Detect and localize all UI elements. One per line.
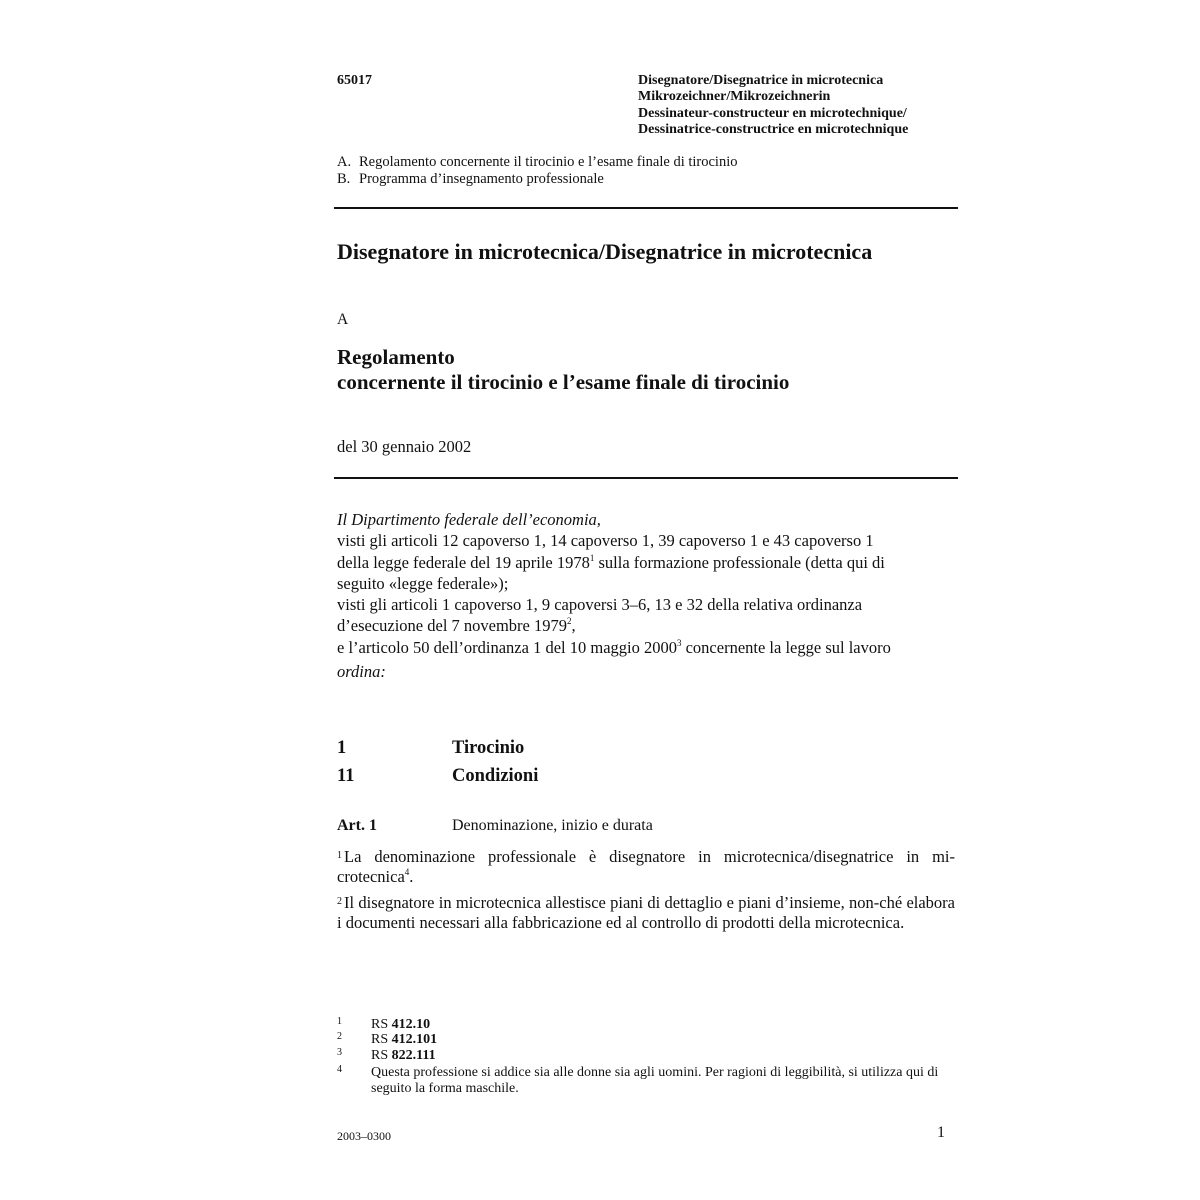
article-paragraph: $^1$ La denominazione professionale è disegnatore in microtecnica/disegnatrice in mi- crotecnica$^4$. xyxy=(337,847,955,886)
regulation-title: Regolamento concernente il tirocinio e l’esame finale di tirocinio xyxy=(337,345,790,394)
preamble-authority: Il Dipartimento federale dell’economia, xyxy=(337,510,601,529)
subsection-heading: 11 Condizioni xyxy=(337,766,539,786)
divider xyxy=(334,477,958,479)
toc-item: A. Regolamento concernente il tirocinio e l’esame finale di tirocinio xyxy=(337,154,738,170)
article-heading: Art. 1 Denominazione, inizio e durata xyxy=(337,817,653,834)
profession-titles xyxy=(638,73,908,138)
title-it: Disegnatore/Disegnatrice in microtecnica xyxy=(638,73,884,88)
table-of-contents xyxy=(337,154,737,188)
title-de: Mikrozeichner/Mikrozeichnerin xyxy=(638,89,831,105)
part-letter: A xyxy=(337,311,349,328)
article-paragraph: $^2$ Il disegnatore in microtecnica allestisce piani di dettaglio e piani d’insieme, non-ché elabora i documenti necessari alla fabbricazione ed al controllo di prodotti della microtecnica. xyxy=(337,893,955,932)
regulation-date: del 30 gennaio 2002 xyxy=(337,437,472,456)
toc-item: B. Programma d’insegnamento professionale xyxy=(337,171,604,187)
document-code: 65017 xyxy=(337,73,372,88)
footnote-ref: 1 xyxy=(589,552,595,563)
footer-code: 2003–0300 xyxy=(337,1129,391,1143)
preamble: Il Dipartimento federale dell’economia, visti gli articoli 12 capoverso 1, 14 capoverso 1, 39 capoverso 1 e 43 capoverso 1 della legge federale del 19 aprile 1978$^1$ sulla formazione professionale (detta qui di seguito «legge federale»); visti gli articoli 1 capoverso 1, 9 capoversi 3–6, 13 e 32 della relativa ordinanza d’esecuzione del 7 novembre 1979$^2$, e l’articolo 50 dell’ordinanza 1 del 10 maggio 2000$^3$ concernente la legge sul lavoro xyxy=(337,509,957,658)
title-fr-line1: Dessinateur-constructeur en microtechnique/ xyxy=(638,105,907,121)
page-title: Disegnatore in microtecnica/Disegnatrice in microtecnica xyxy=(337,239,873,264)
page-number: 1 xyxy=(937,1124,945,1141)
section-heading: 1 Tirocinio xyxy=(337,738,525,758)
footnote-ref: 2 xyxy=(567,616,572,627)
footnote-ref: 3 xyxy=(676,637,682,648)
title-fr-line2: Dessinatrice-constructrice en microtechnique xyxy=(638,121,909,137)
divider xyxy=(334,207,958,209)
ordina-label: ordina: xyxy=(337,662,386,681)
